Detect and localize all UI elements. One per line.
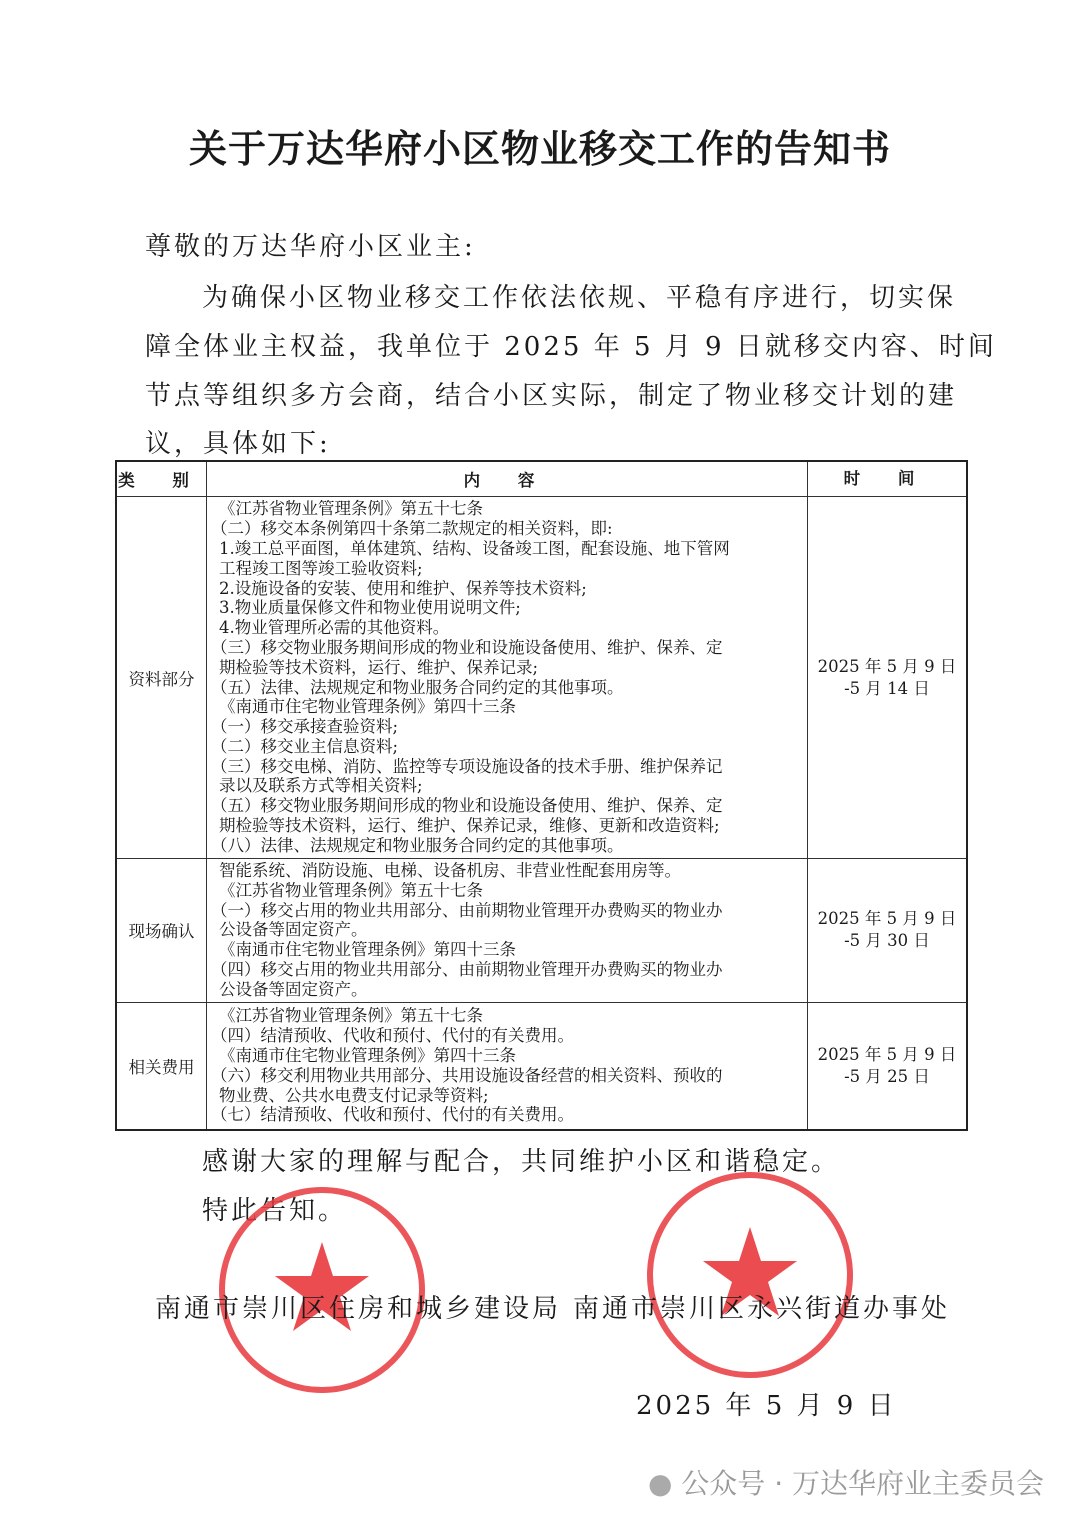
content-line: （五）法律、法规规定和物业服务合同约定的其他事项。 [211,677,624,697]
content-line: 《江苏省物业管理条例》第五十七条 [219,499,483,519]
row-content [207,859,808,1003]
table-row [116,859,967,1003]
content-line: （四）结清预收、代收和预付、代付的有关费用。 [211,1026,574,1046]
intro-line: 议，具体如下: [145,429,331,459]
content-line: （三）移交电梯、消防、监控等专项设施设备的技术手册、维护保养记 [211,756,723,776]
content-line: 4.物业管理所必需的其他资料。 [219,618,450,638]
row-time [808,859,968,1003]
table-row [116,497,967,859]
intro-line: 节点等组织多方会商，结合小区实际，制定了物业移交计划的建 [145,381,958,411]
content-line: 物业费、公共水电费支付记录等资料; [219,1085,489,1105]
row-category: 资料部分 [116,497,207,859]
table-row [116,1002,967,1130]
content-line: 《南通市住宅物业管理条例》第四十三条 [219,697,516,717]
table-header-row [116,461,967,497]
content-line: （七）结清预收、代收和预付、代付的有关费用。 [211,1105,574,1125]
content-line: 3.物业质量保修文件和物业使用说明文件; [219,598,521,618]
content-line: 工程竣工图等竣工验收资料; [219,558,423,578]
closing-text: 感谢大家的理解与配合，共同维护小区和谐稳定。 [202,1147,841,1177]
content-line: （五）移交物业服务期间形成的物业和设施设备使用、维护、保养、定 [211,796,723,816]
time-end: -5 月 30 日 [844,931,930,951]
document-title: 关于万达华府小区物业移交工作的告知书 [188,126,891,171]
header-time: 时 间 [808,461,968,497]
content-line: 《江苏省物业管理条例》第五十七条 [219,880,483,900]
content-line: （二）移交本条例第四十条第二款规定的相关资料，即: [211,519,613,539]
header-category: 类 别 [116,461,207,497]
content-line: 智能系统、消防设施、电梯、设备机房、非营业性配套用房等。 [219,861,681,880]
content-line: 2.设施设备的安装、使用和维护、保养等技术资料; [219,578,587,598]
content-line: 《江苏省物业管理条例》第五十七条 [219,1006,483,1026]
row-category: 现场确认 [116,859,207,1003]
time-start: 2025 年 5 月 9 日 [817,656,957,676]
content-line: 期检验等技术资料，运行、维护、保养记录，维修、更新和改造资料; [219,816,720,836]
official-seal-street-office [640,1165,860,1385]
row-time [808,497,968,859]
signature-housing-bureau: 南通市崇川区住房和城乡建设局 [155,1294,562,1324]
content-line: （一）移交承接查验资料; [211,717,399,737]
content-line: （三）移交物业服务期间形成的物业和设施设备使用、维护、保养、定 [211,637,723,657]
watermark-text: 公众号 · 万达华府业主委员会 [681,1467,1044,1500]
content-line: 期检验等技术资料，运行、维护、保养记录; [219,657,539,677]
content-line: 《南通市住宅物业管理条例》第四十三条 [219,940,516,960]
time-end: -5 月 14 日 [844,678,930,698]
handover-table [115,460,968,1131]
content-line: 《南通市住宅物业管理条例》第四十三条 [219,1046,516,1066]
watermark [648,1462,1044,1502]
row-content [207,1002,808,1130]
row-time [808,1002,968,1130]
content-line: （四）移交占用的物业共用部分、由前期物业管理开办费购买的物业办 [211,959,723,979]
wechat-icon: ● [647,1467,673,1500]
content-line: 1.竣工总平面图，单体建筑、结构、设备竣工图，配套设施、地下管网 [219,538,730,558]
salutation: 尊敬的万达华府小区业主: [145,232,476,262]
content-line: （一）移交占用的物业共用部分、由前期物业管理开办费购买的物业办 [211,900,723,920]
row-category: 相关费用 [116,1002,207,1130]
row-content [207,497,808,859]
header-content: 内 容 [207,461,808,497]
time-end: -5 月 25 日 [844,1066,930,1086]
content-line: （八）法律、法规规定和物业服务合同约定的其他事项。 [211,835,624,855]
content-line: 录以及联系方式等相关资料; [219,776,423,796]
content-line: 公设备等固定资产。 [219,920,368,940]
document-date: 2025 年 5 月 9 日 [636,1391,897,1421]
notice-text: 特此告知。 [202,1196,348,1226]
signature-street-office: 南通市崇川区永兴街道办事处 [573,1294,951,1324]
time-start: 2025 年 5 月 9 日 [817,909,957,929]
time-start: 2025 年 5 月 9 日 [817,1044,957,1064]
content-line: 公设备等固定资产。 [219,979,368,999]
content-line: （六）移交利用物业共用部分、共用设施设备经营的相关资料、预收的 [211,1065,723,1085]
intro-line: 为确保小区物业移交工作依法依规、平稳有序进行，切实保 [202,283,957,313]
intro-line: 障全体业主权益，我单位于 2025 年 5 月 9 日就移交内容、时间 [145,332,997,362]
content-line: （二）移交业主信息资料; [211,736,399,756]
